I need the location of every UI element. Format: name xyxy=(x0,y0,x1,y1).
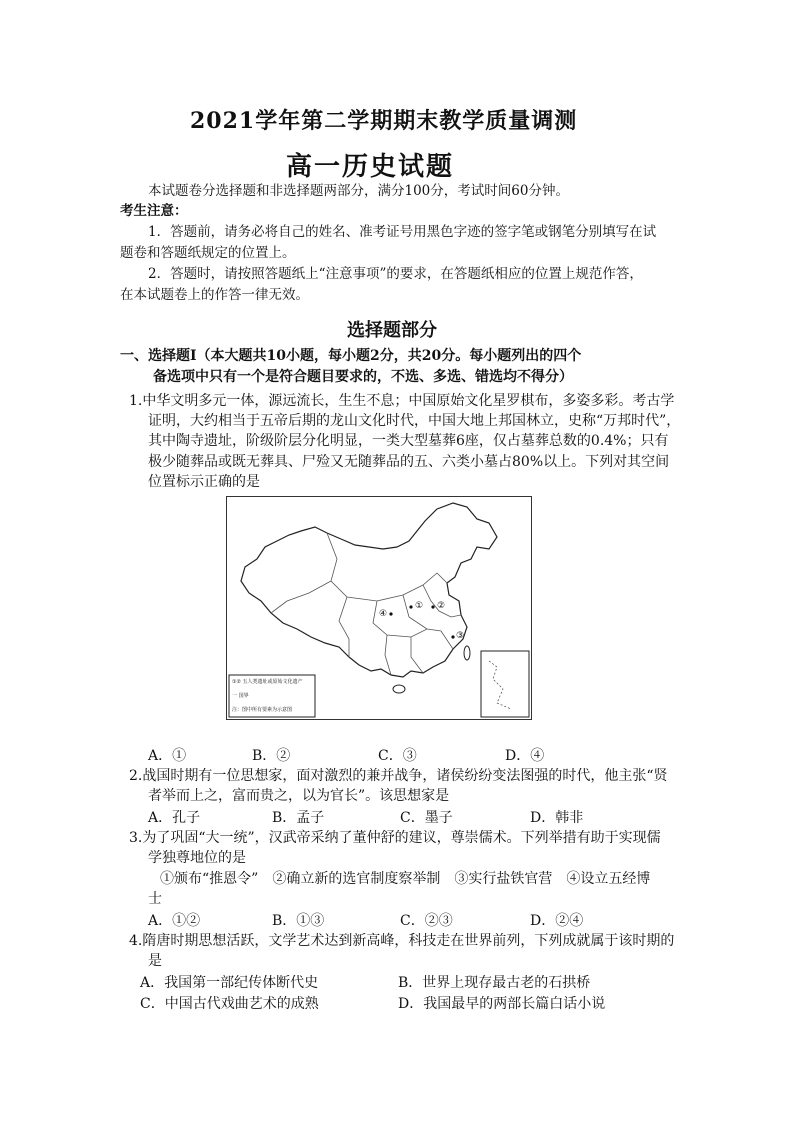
q1-option-a: A．① xyxy=(148,748,187,764)
q1-line3: 其中陶寺遗址，阶级阶层分化明显，一类大型墓葬6座，仅占墓葬总数的0.4%；只有 xyxy=(148,433,669,449)
q3-option-a: A．①② xyxy=(148,913,201,929)
map-legend-3: 注：图中所有要素为示意图 xyxy=(232,707,293,713)
q2-line2: 者举而上之，富而贵之，以为官长”。该思想家是 xyxy=(148,788,450,804)
china-map-figure xyxy=(226,496,532,720)
part1-heading-line2: 备选项中只有一个是符合题目要求的，不选、多选、错选均不得分） xyxy=(153,369,573,385)
notice-2-line2: 在本试题卷上的作答一律无效。 xyxy=(120,287,309,303)
q1-option-c: C．③ xyxy=(378,748,417,764)
section-title: 选择题部分 xyxy=(347,320,437,341)
q3-option-b: B．①③ xyxy=(272,913,325,929)
notice-heading: 考生注意： xyxy=(120,203,188,219)
q1-option-b: B．② xyxy=(252,748,291,764)
q2-line1: 2.战国时期有一位思想家，面对激烈的兼并战争，诸侯纷纷变法图强的时代，他主张“贤 xyxy=(129,768,668,784)
notice-2-line1: 2．答题时，请按照答题纸上“注意事项”的要求，在答题纸相应的位置上规范作答， xyxy=(148,266,643,282)
q4-option-a: A．我国第一部纪传体断代史 xyxy=(140,975,319,991)
q2-option-c: C．墨子 xyxy=(400,810,453,826)
part1-heading-line1: 一、选择题Ⅰ（本大题共10小题，每小题2分，共20分。每小题列出的四个 xyxy=(120,348,582,364)
notice-1-line2: 题卷和答题纸规定的位置上。 xyxy=(120,245,296,261)
q3-line1: 3.为了巩固“大一统”，汉武帝采纳了董仲舒的建议，尊崇儒术。下列举措有助于实现儒 xyxy=(129,830,661,846)
page-title: 2021学年第二学期期末教学质量调测 xyxy=(190,108,578,134)
q4-line2: 是 xyxy=(148,953,162,969)
map-marker-2: ② xyxy=(437,601,446,611)
q1-line2: 证明，大约相当于五帝后期的龙山文化时代，中国大地上邦国林立，史称“万邦时代”， xyxy=(148,413,681,429)
q4-line1: 4.隋唐时期思想活跃，文学艺术达到新高峰，科技走在世界前列，下列成就属于该时期的 xyxy=(129,933,675,949)
q1-option-d: D．④ xyxy=(505,748,545,764)
map-marker-3: ③ xyxy=(456,631,465,641)
q4-option-c: C．中国古代戏曲艺术的成熟 xyxy=(140,996,319,1012)
q3-line3: ①颁布“推恩令” ②确立新的选官制度察举制 ③实行盐铁官营 ④设立五经博 xyxy=(160,871,651,887)
q2-option-a: A．孔子 xyxy=(148,810,201,826)
china-map-outline xyxy=(227,497,531,719)
q2-option-d: D．韩非 xyxy=(530,810,584,826)
map-legend-2: 一 国界 xyxy=(232,693,249,699)
q3-option-d: D．②④ xyxy=(530,913,584,929)
page-subtitle: 高一历史试题 xyxy=(286,152,455,182)
map-marker-1: ① xyxy=(415,601,424,611)
q2-option-b: B．孟子 xyxy=(272,810,325,826)
q1-line4: 极少随葬品或既无葬具、尸殓又无随葬品的五、六类小墓占80%以上。下列对其空间 xyxy=(148,454,670,470)
q3-line4: 士 xyxy=(148,891,162,907)
intro-text: 本试题卷分选择题和非选择题两部分，满分100分，考试时间60分钟。 xyxy=(148,183,569,199)
map-marker-4: ④ xyxy=(379,609,388,619)
q4-option-b: B．世界上现存最古老的石拱桥 xyxy=(398,975,591,991)
q1-line5: 位置标示正确的是 xyxy=(148,474,260,490)
q3-line2: 学独尊地位的是 xyxy=(148,850,246,866)
notice-1-line1: 1．答题前，请务必将自己的姓名、准考证号用黑色字迹的签字笔或钢笔分别填写在试 xyxy=(148,224,657,240)
q1-line1: 1.中华文明多元一体，源远流长，生生不息；中国原始文化星罗棋布，多姿多彩。考古学 xyxy=(129,393,675,409)
map-legend-1: ①② 五人类遗址或原始文化遗产 xyxy=(232,679,303,685)
q3-option-c: C．②③ xyxy=(400,913,453,929)
q4-option-d: D．我国最早的两部长篇白话小说 xyxy=(398,996,606,1012)
